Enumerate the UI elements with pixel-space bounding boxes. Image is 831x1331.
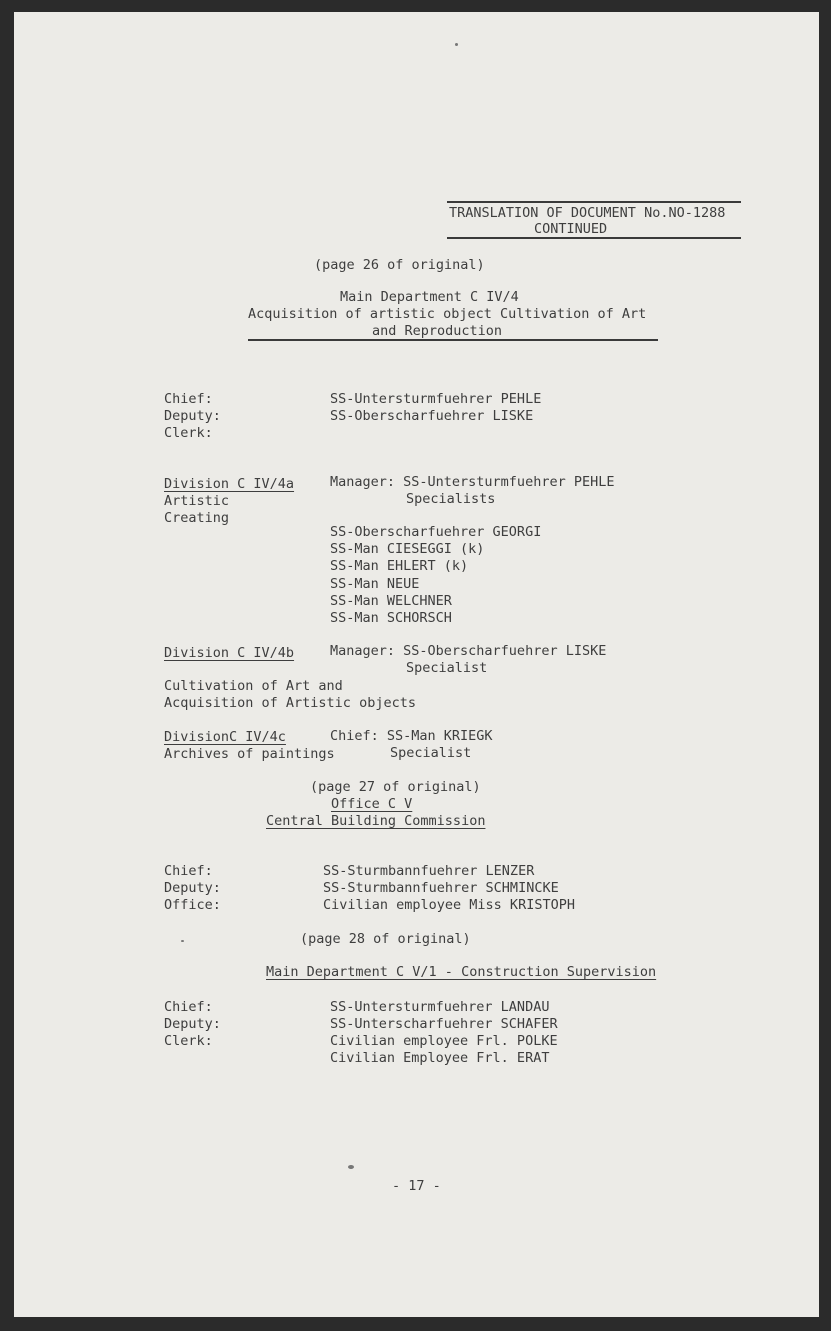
paper-speck [181,940,184,942]
staff-value: SS-Unterscharfuehrer SCHAFER [330,1016,558,1032]
staff-value: SS-Untersturmfuehrer PEHLE [330,391,542,407]
header-rule-bottom [447,237,741,239]
staff-label: Office: [164,897,221,913]
division-c-desc: Archives of paintings [164,746,335,762]
header-title: TRANSLATION OF DOCUMENT No.NO-1288 [449,205,726,221]
section1-title-2: Acquisition of artistic object Cultivation of Art [248,306,647,322]
division-c-specialist-label: Specialist [390,745,472,761]
page-ref-26: (page 26 of original) [314,257,485,273]
staff-label: Deputy: [164,408,221,424]
section2-title-1: Office C V [331,796,413,812]
division-a-member: SS-Man SCHORSCH [330,610,452,626]
staff-value: SS-Sturmbannfuehrer SCHMINCKE [323,880,559,896]
division-a-member: SS-Man CIESEGGI (k) [330,541,485,557]
page-number: - 17 - [392,1178,441,1194]
section2-title-2: Central Building Commission [266,813,486,829]
header-continued: CONTINUED [534,221,608,237]
division-a-name: Division C IV/4a [164,476,295,492]
staff-value: Civilian Employee Frl. ERAT [330,1050,550,1066]
staff-label: Deputy: [164,1016,221,1032]
staff-value: SS-Sturmbannfuehrer LENZER [323,863,535,879]
division-b-manager: Manager: SS-Oberscharfuehrer LISKE [330,643,607,659]
division-a-specialists-label: Specialists [406,491,496,507]
staff-label: Chief: [164,391,213,407]
page-ref-27: (page 27 of original) [310,779,481,795]
section1-rule [248,339,658,341]
staff-label: Chief: [164,999,213,1015]
division-a-member: SS-Man WELCHNER [330,593,452,609]
header-rule-top [447,201,741,203]
division-c-chief: Chief: SS-Man KRIEGK [330,728,493,744]
staff-label: Chief: [164,863,213,879]
staff-label: Clerk: [164,1033,213,1049]
division-a-manager: Manager: SS-Untersturmfuehrer PEHLE [330,474,615,490]
division-c-name: DivisionC IV/4c [164,729,286,745]
division-a-member: SS-Man NEUE [330,576,420,592]
staff-value: SS-Untersturmfuehrer LANDAU [330,999,550,1015]
staff-value: Civilian employee Miss KRISTOPH [323,897,575,913]
division-b-desc-1: Cultivation of Art and [164,678,343,694]
division-b-name: Division C IV/4b [164,645,295,661]
paper-speck [348,1165,354,1169]
section3-title: Main Department C V/1 - Construction Supervision [266,964,657,980]
staff-label: Clerk: [164,425,213,441]
division-a-member: SS-Man EHLERT (k) [330,558,469,574]
section1-title-1: Main Department C IV/4 [340,289,519,305]
staff-label: Deputy: [164,880,221,896]
staff-value: Civilian employee Frl. POLKE [330,1033,558,1049]
division-a-desc-1: Artistic [164,493,230,509]
division-b-specialist-label: Specialist [406,660,488,676]
page-ref-28: (page 28 of original) [300,931,471,947]
section1-title-3: and Reproduction [372,323,503,339]
division-a-member: SS-Oberscharfuehrer GEORGI [330,524,542,540]
paper-speck [455,43,458,46]
staff-value: SS-Oberscharfuehrer LISKE [330,408,534,424]
division-a-desc-2: Creating [164,510,230,526]
division-b-desc-2: Acquisition of Artistic objects [164,695,416,711]
